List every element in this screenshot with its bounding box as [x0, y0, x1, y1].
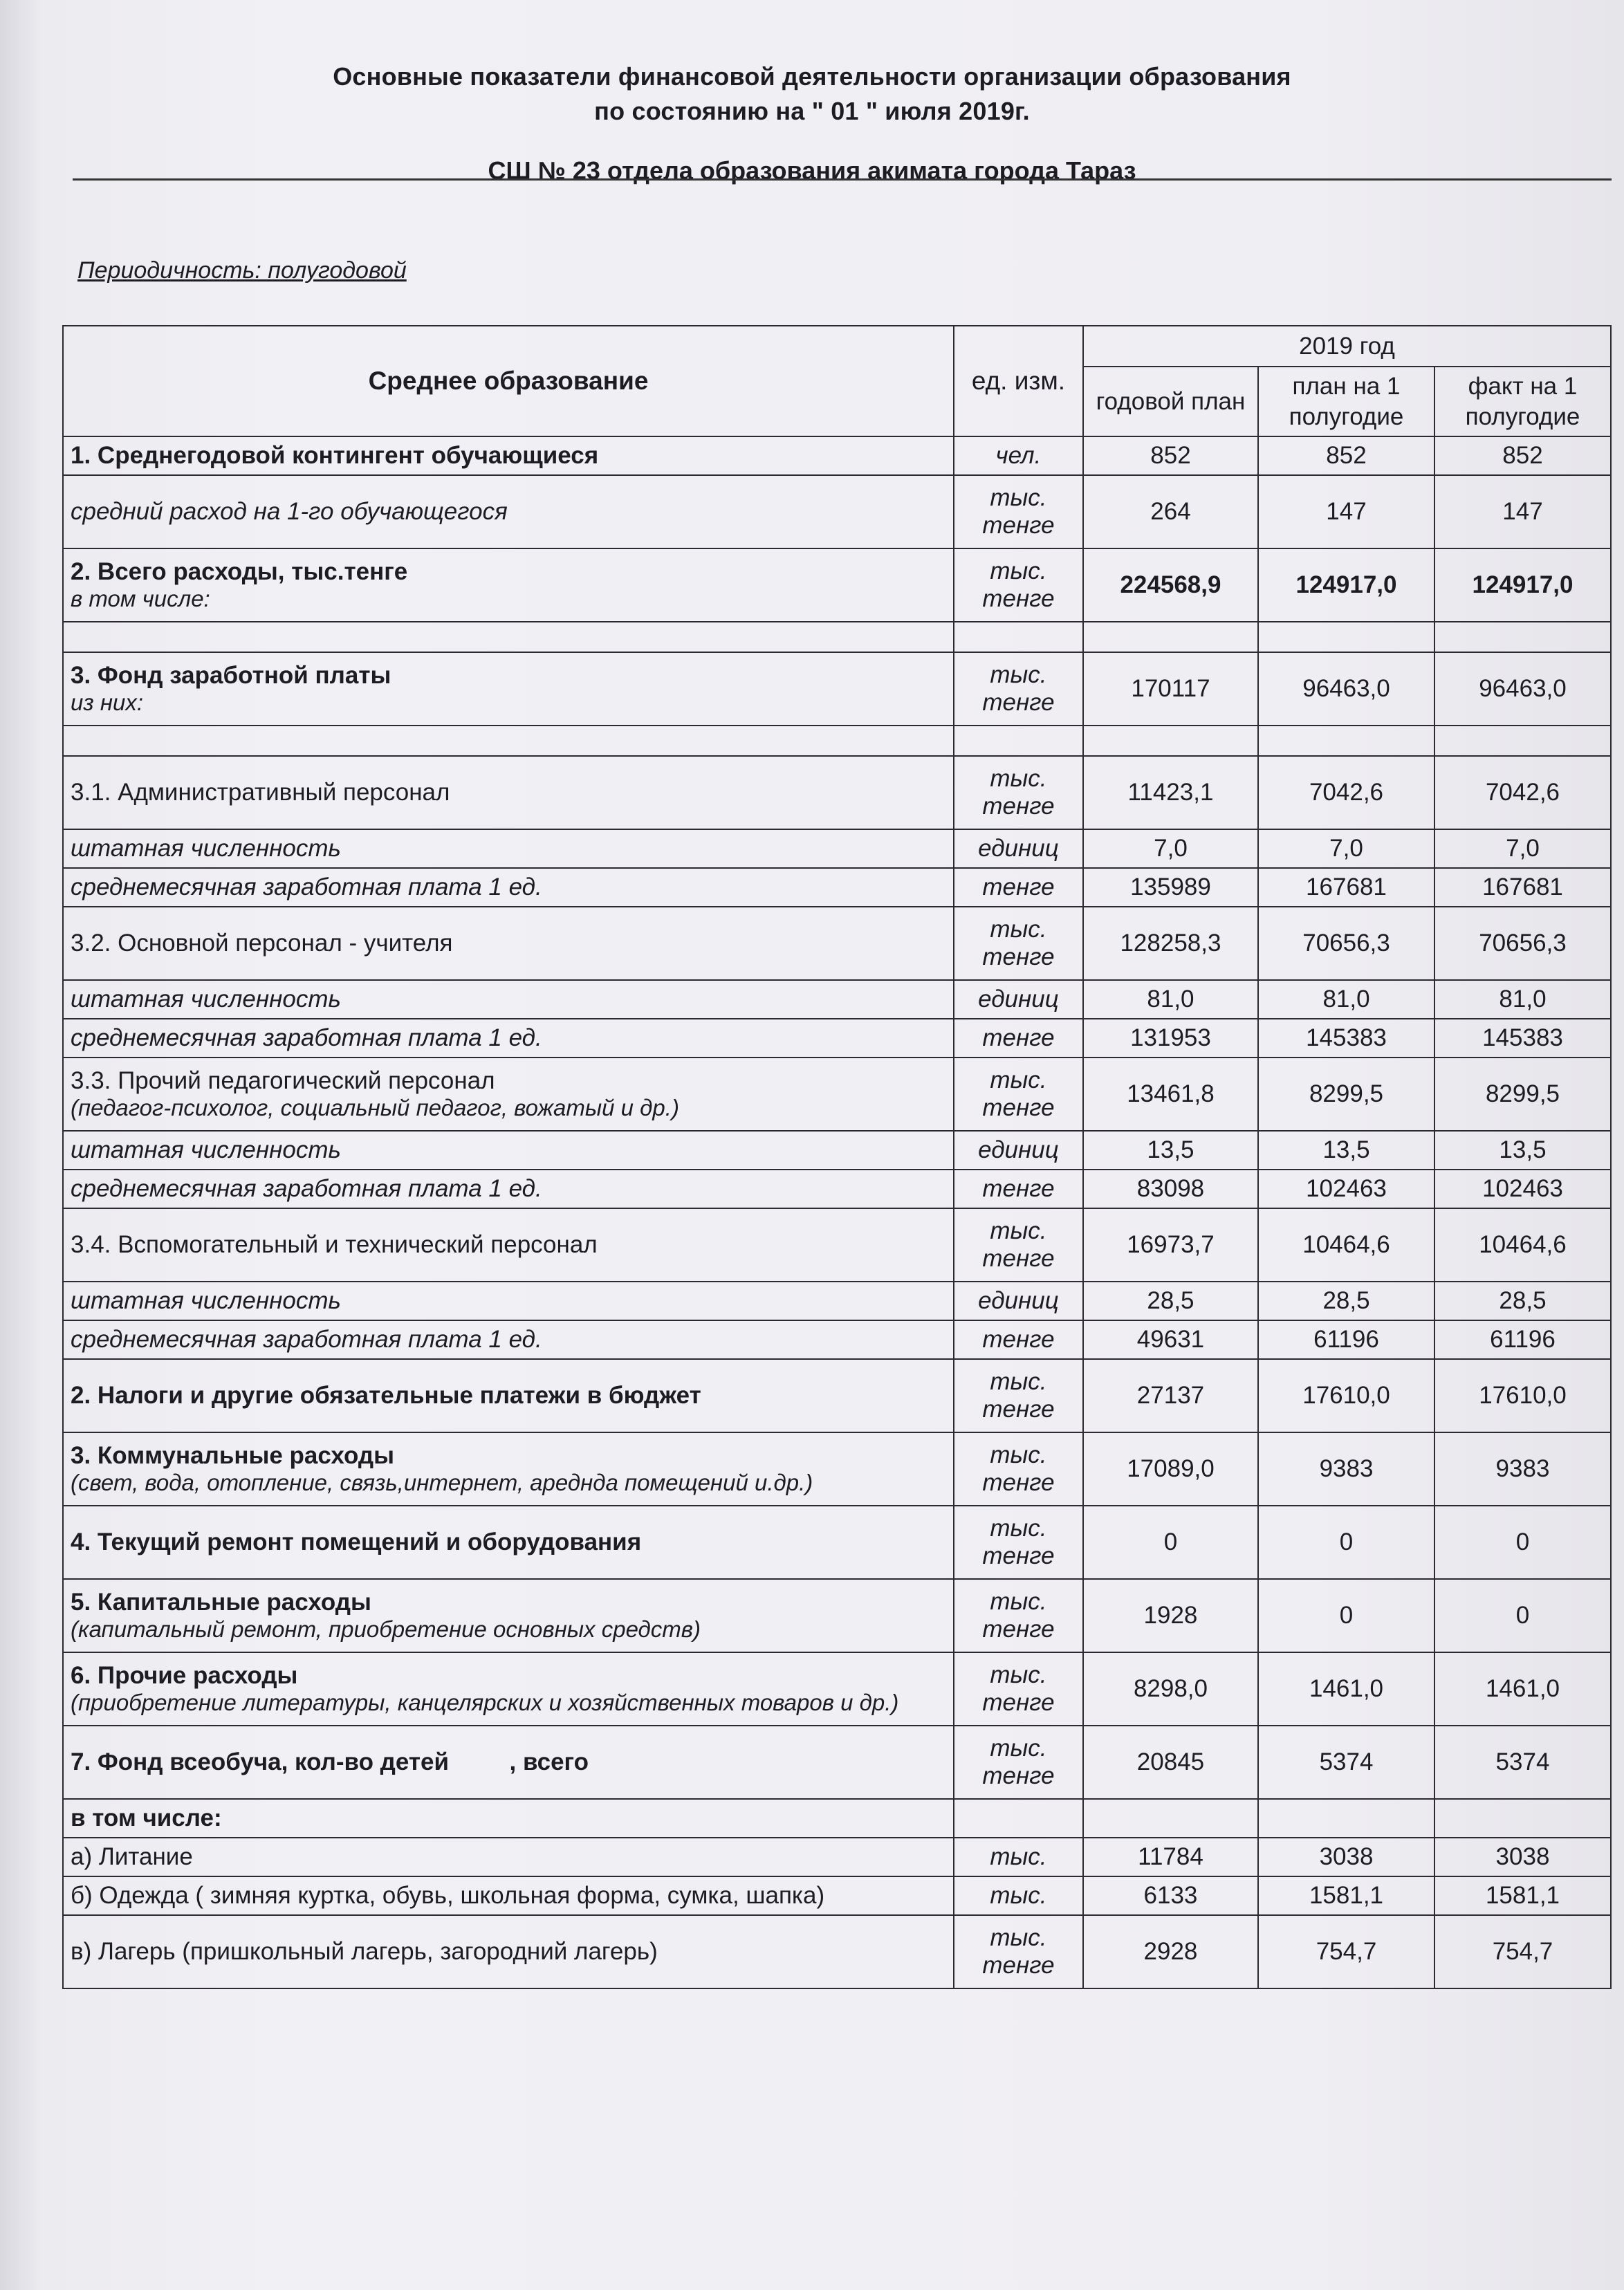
row-value-plan-year: 264	[1083, 475, 1258, 548]
row-value-fact-half: 0	[1434, 1579, 1611, 1652]
row-value-fact-half: 167681	[1434, 868, 1611, 907]
row-title: 2. Всего расходы, тыс.тенге	[71, 558, 408, 585]
table-row	[63, 1726, 1611, 1799]
row-value-plan-year: 7,0	[1083, 829, 1258, 868]
row-value-plan-half: 96463,0	[1258, 652, 1434, 726]
row-title: 3.3. Прочий педагогический персонал	[71, 1067, 495, 1094]
row-value-plan-year: 81,0	[1083, 980, 1258, 1019]
row-value-plan-half: 852	[1258, 436, 1434, 475]
row-value-fact-half: 13,5	[1434, 1131, 1611, 1170]
row-unit: тыс. тенге	[954, 1915, 1083, 1988]
row-value-plan-half: 28,5	[1258, 1282, 1434, 1320]
row-value-plan-year: 1928	[1083, 1579, 1258, 1652]
row-value-plan-year: 128258,3	[1083, 907, 1258, 980]
row-unit: тенге	[954, 1170, 1083, 1208]
row-unit: тыс. тенге	[954, 907, 1083, 980]
table-row	[63, 756, 1611, 829]
row-name: б) Одежда ( зимняя куртка, обувь, школьная форма, сумка, шапка)	[63, 1876, 954, 1915]
row-value-plan-half: 3038	[1258, 1838, 1434, 1876]
row-value-fact-half: 8299,5	[1434, 1058, 1611, 1131]
table-row	[63, 436, 1611, 475]
row-name: штатная численность	[63, 1131, 954, 1170]
table-row	[63, 1506, 1611, 1579]
row-value-plan-half: 1581,1	[1258, 1876, 1434, 1915]
document-title: Основные показатели финансовой деятельности организации образования	[333, 62, 1291, 91]
row-value-plan-year: 27137	[1083, 1359, 1258, 1432]
row-value-fact-half: 102463	[1434, 1170, 1611, 1208]
organization-underline	[73, 178, 1612, 181]
row-value-plan-half: 17610,0	[1258, 1359, 1434, 1432]
row-value-fact-half: 10464,6	[1434, 1208, 1611, 1282]
table-row-empty	[63, 622, 1611, 652]
row-unit: тенге	[954, 1019, 1083, 1058]
document-date: по состоянию на " 01 " июля 2019г.	[594, 97, 1030, 125]
row-unit: тыс. тенге	[954, 652, 1083, 726]
row-unit: тыс. тенге	[954, 1432, 1083, 1506]
table-header-row	[63, 326, 1611, 367]
row-name	[63, 1579, 954, 1652]
table-row	[63, 1058, 1611, 1131]
row-value-fact-half: 1461,0	[1434, 1652, 1611, 1726]
row-name	[63, 1652, 954, 1726]
row-name: а) Литание	[63, 1838, 954, 1876]
table-row	[63, 1915, 1611, 1988]
row-unit: тыс. тенге	[954, 548, 1083, 622]
row-name: 3.1. Административный персонал	[63, 756, 954, 829]
row-unit: тенге	[954, 868, 1083, 907]
row-value-fact-half: 3038	[1434, 1838, 1611, 1876]
row-value-plan-half: 61196	[1258, 1320, 1434, 1359]
col-plan-year-header: годовой план	[1083, 367, 1258, 436]
row-value-fact-half: 28,5	[1434, 1282, 1611, 1320]
row-value-plan-year: 16973,7	[1083, 1208, 1258, 1282]
table-row	[63, 1019, 1611, 1058]
row-subtitle: из них:	[71, 690, 144, 715]
row-value-fact-half: 61196	[1434, 1320, 1611, 1359]
row-subtitle: в том числе:	[71, 586, 210, 611]
row-value-plan-year: 0	[1083, 1506, 1258, 1579]
row-value-plan-half: 81,0	[1258, 980, 1434, 1019]
row-title: 3. Фонд заработной платы	[71, 662, 391, 689]
row-unit: единиц	[954, 1131, 1083, 1170]
row-value-plan-year: 8298,0	[1083, 1652, 1258, 1726]
table-row	[63, 907, 1611, 980]
row-value-plan-year: 49631	[1083, 1320, 1258, 1359]
table-row-empty	[63, 726, 1611, 756]
row-value-plan-year: 224568,9	[1083, 548, 1258, 622]
row-name: 7. Фонд всеобуча, кол-во детей , всего	[63, 1726, 954, 1799]
row-value-plan-year: 11423,1	[1083, 756, 1258, 829]
table-row	[63, 548, 1611, 622]
row-value-fact-half: 17610,0	[1434, 1359, 1611, 1432]
row-name: штатная численность	[63, 980, 954, 1019]
row-title: 5. Капитальные расходы	[71, 1589, 371, 1616]
row-value-fact-half: 145383	[1434, 1019, 1611, 1058]
col-unit-header: ед. изм.	[954, 326, 1083, 436]
row-value-plan-year: 11784	[1083, 1838, 1258, 1876]
row-value-fact-half: 1581,1	[1434, 1876, 1611, 1915]
row-name: 4. Текущий ремонт помещений и оборудования	[63, 1506, 954, 1579]
row-name: 2. Налоги и другие обязательные платежи в бюджет	[63, 1359, 954, 1432]
row-value-plan-half: 167681	[1258, 868, 1434, 907]
row-subtitle: (капитальный ремонт, приобретение основных средств)	[71, 1616, 701, 1642]
row-value-plan-half: 124917,0	[1258, 548, 1434, 622]
row-value-plan-half: 0	[1258, 1579, 1434, 1652]
row-value-plan-half: 0	[1258, 1506, 1434, 1579]
periodicity-label: Периодичность: полугодовой	[77, 257, 407, 284]
row-value-plan-year: 6133	[1083, 1876, 1258, 1915]
table-row	[63, 1170, 1611, 1208]
row-unit: тыс. тенге	[954, 475, 1083, 548]
table-row	[63, 1799, 1611, 1838]
row-name: в) Лагерь (пришкольный лагерь, загородний лагерь)	[63, 1915, 954, 1988]
row-value-plan-half: 754,7	[1258, 1915, 1434, 1988]
row-value-fact-half: 754,7	[1434, 1915, 1611, 1988]
row-subtitle: (приобретение литературы, канцелярских и хозяйственных товаров и др.)	[71, 1690, 899, 1715]
col-name-header: Среднее образование	[63, 326, 954, 436]
row-value-plan-half: 9383	[1258, 1432, 1434, 1506]
organization-name: СШ № 23 отдела образования акимата города Тараз	[488, 156, 1136, 185]
row-value-plan-half: 102463	[1258, 1170, 1434, 1208]
row-value-fact-half: 852	[1434, 436, 1611, 475]
row-value-plan-year: 2928	[1083, 1915, 1258, 1988]
row-unit: единиц	[954, 829, 1083, 868]
row-value-plan-half: 147	[1258, 475, 1434, 548]
table-row	[63, 1208, 1611, 1282]
row-name: 1. Среднегодовой контингент обучающиеся	[63, 436, 954, 475]
table-row	[63, 868, 1611, 907]
row-name	[63, 1432, 954, 1506]
row-name: 3.4. Вспомогательный и технический персонал	[63, 1208, 954, 1282]
row-value-plan-half: 7,0	[1258, 829, 1434, 868]
row-subtitle: (педагог-психолог, социальный педагог, вожатый и др.)	[71, 1095, 679, 1120]
table-row	[63, 1838, 1611, 1876]
row-name: в том числе:	[63, 1799, 954, 1838]
table-row	[63, 1282, 1611, 1320]
row-value-fact-half: 70656,3	[1434, 907, 1611, 980]
row-title: 3. Коммунальные расходы	[71, 1442, 395, 1469]
row-unit: тыс.	[954, 1876, 1083, 1915]
row-value-plan-year: 135989	[1083, 868, 1258, 907]
row-name	[63, 1058, 954, 1131]
table-row	[63, 980, 1611, 1019]
row-value-plan-half: 7042,6	[1258, 756, 1434, 829]
row-value-plan-year: 13,5	[1083, 1131, 1258, 1170]
row-value-plan-year: 852	[1083, 436, 1258, 475]
row-unit: тыс. тенге	[954, 1058, 1083, 1131]
table-row	[63, 1652, 1611, 1726]
col-fact-half-header: факт на 1 полугодие	[1434, 367, 1611, 436]
row-unit: единиц	[954, 980, 1083, 1019]
row-subtitle: (свет, вода, отопление, связь,интернет, ареднда помещений и.др.)	[71, 1470, 813, 1495]
table-row	[63, 1320, 1611, 1359]
row-value-fact-half: 0	[1434, 1506, 1611, 1579]
row-value-plan-half: 5374	[1258, 1726, 1434, 1799]
row-unit: тенге	[954, 1320, 1083, 1359]
row-unit: тыс. тенге	[954, 1652, 1083, 1726]
row-value-fact-half: 7,0	[1434, 829, 1611, 868]
row-name	[63, 548, 954, 622]
row-name: среднемесячная заработная плата 1 ед.	[63, 1170, 954, 1208]
row-value-fact-half: 81,0	[1434, 980, 1611, 1019]
row-unit: тыс. тенге	[954, 1579, 1083, 1652]
row-name: среднемесячная заработная плата 1 ед.	[63, 1320, 954, 1359]
table-row	[63, 829, 1611, 868]
row-unit: тыс. тенге	[954, 1506, 1083, 1579]
row-unit: тыс. тенге	[954, 1208, 1083, 1282]
row-name: штатная численность	[63, 829, 954, 868]
table-row	[63, 652, 1611, 726]
table-row	[63, 1359, 1611, 1432]
row-name: штатная численность	[63, 1282, 954, 1320]
row-value-fact-half: 9383	[1434, 1432, 1611, 1506]
financial-table	[62, 325, 1612, 1989]
row-value-plan-half: 1461,0	[1258, 1652, 1434, 1726]
row-title: 6. Прочие расходы	[71, 1662, 298, 1689]
row-unit: тыс.	[954, 1838, 1083, 1876]
row-value-plan-half: 10464,6	[1258, 1208, 1434, 1282]
row-value-plan-half: 70656,3	[1258, 907, 1434, 980]
row-name: среднемесячная заработная плата 1 ед.	[63, 868, 954, 907]
row-value-plan-year: 20845	[1083, 1726, 1258, 1799]
table-row	[63, 1432, 1611, 1506]
table-row	[63, 475, 1611, 548]
row-value-fact-half: 96463,0	[1434, 652, 1611, 726]
row-value-plan-year: 170117	[1083, 652, 1258, 726]
row-unit: тыс. тенге	[954, 756, 1083, 829]
table-row	[63, 1579, 1611, 1652]
row-unit: единиц	[954, 1282, 1083, 1320]
row-value-plan-half: 8299,5	[1258, 1058, 1434, 1131]
table-row	[63, 1131, 1611, 1170]
row-name	[63, 652, 954, 726]
row-value-fact-half: 7042,6	[1434, 756, 1611, 829]
row-unit: тыс. тенге	[954, 1359, 1083, 1432]
row-value-fact-half: 5374	[1434, 1726, 1611, 1799]
row-value-plan-year: 131953	[1083, 1019, 1258, 1058]
col-year-header: 2019 год	[1083, 326, 1611, 367]
row-name: среднемесячная заработная плата 1 ед.	[63, 1019, 954, 1058]
row-value-plan-half: 13,5	[1258, 1131, 1434, 1170]
row-value-fact-half: 147	[1434, 475, 1611, 548]
col-plan-half-header: план на 1 полугодие	[1258, 367, 1434, 436]
row-unit: чел.	[954, 436, 1083, 475]
row-unit: тыс. тенге	[954, 1726, 1083, 1799]
row-value-plan-year: 83098	[1083, 1170, 1258, 1208]
row-name: средний расход на 1-го обучающегося	[63, 475, 954, 548]
row-value-fact-half: 124917,0	[1434, 548, 1611, 622]
row-value-plan-year: 17089,0	[1083, 1432, 1258, 1506]
row-value-plan-year: 28,5	[1083, 1282, 1258, 1320]
row-value-plan-year: 13461,8	[1083, 1058, 1258, 1131]
table-row	[63, 1876, 1611, 1915]
row-value-plan-half: 145383	[1258, 1019, 1434, 1058]
row-name: 3.2. Основной персонал - учителя	[63, 907, 954, 980]
